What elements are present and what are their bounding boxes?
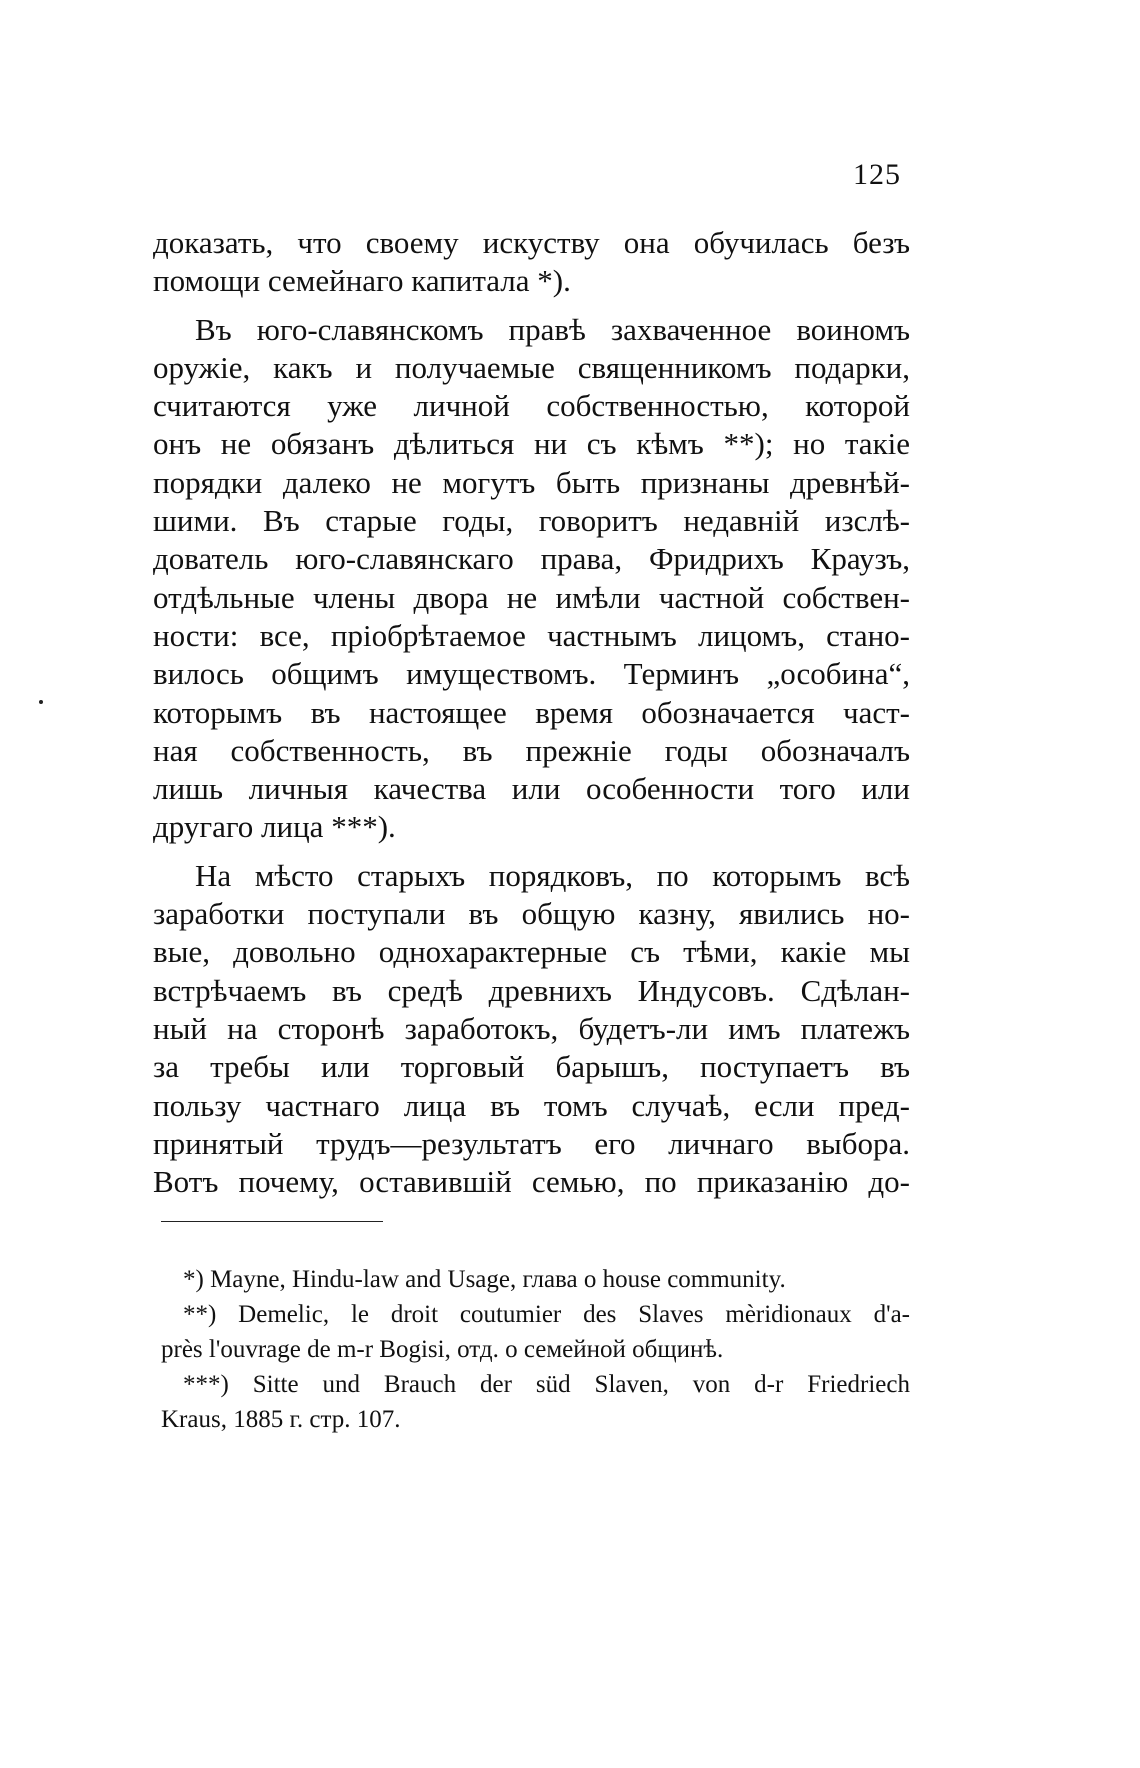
text-line: встрѣчаемъ въ средѣ древнихъ Индусовъ. Сдѣлан- — [153, 972, 910, 1008]
text-line: считаются уже личной собственностью, которой — [153, 388, 910, 424]
footnote-line: *) Mayne, Hindu-law and Usage, глава о house community. — [183, 1266, 786, 1293]
footnote-line: Kraus, 1885 г. стр. 107. — [161, 1406, 401, 1433]
text-line: ный на сторонѣ заработокъ, будетъ-ли имъ платежъ — [153, 1010, 910, 1046]
footnote-line: près l'ouvrage de m-r Bogisi, отд. о семейной общинѣ. — [161, 1336, 724, 1363]
text-line: ности: все, пріобрѣтаемое частнымъ лицомъ, стано- — [153, 617, 910, 653]
text-line: отдѣльные члены двора не имѣли частной собствен- — [153, 579, 910, 615]
main-text — [153, 224, 910, 1201]
text-line: порядки далеко не могутъ быть признаны древнѣй- — [153, 464, 910, 500]
text-line: онъ не обязанъ дѣлиться ни съ кѣмъ **); но такіе — [153, 426, 910, 462]
text-line: заработки поступали въ общую казну, явились но- — [153, 896, 910, 932]
text-line: дователь юго-славянскаго права, Фридрихъ Краузъ, — [153, 541, 910, 577]
footnotes — [161, 1262, 910, 1437]
text-line: доказать, что своему искуству она обучилась безъ — [153, 225, 910, 260]
text-line: Вотъ почему, оставившій семью, по приказанію до- — [153, 1164, 910, 1200]
footnote-divider — [161, 1221, 383, 1222]
page-number: 125 — [853, 158, 901, 191]
text-line: вые, довольно однохарактерные съ тѣми, какіе мы — [153, 934, 910, 970]
footnote-line: **) Demelic, le droit coutumier des Slaves mèridionaux d'a- — [183, 1301, 910, 1328]
text-line: шими. Въ старые годы, говоритъ недавній изслѣ- — [153, 503, 910, 539]
footnote-line: ***) Sitte und Brauch der süd Slaven, von d-r Friedriech — [183, 1371, 910, 1398]
text-line: другаго лица ***). — [153, 809, 396, 845]
text-line: лишь личныя качества или особенности того или — [153, 771, 910, 807]
text-line: пользу частнаго лица въ томъ случаѣ, если пред- — [153, 1087, 910, 1123]
text-line: На мѣсто старыхъ порядковъ, по которымъ всѣ — [195, 857, 910, 893]
text-line: за требы или торговый барышъ, поступаетъ въ — [153, 1049, 910, 1085]
text-line: оружіе, какъ и получаемые священникомъ подарки, — [153, 349, 910, 385]
margin-speck — [39, 700, 43, 704]
text-line: которымъ въ настоящее время обозначается част- — [153, 694, 910, 730]
text-line: ная собственность, въ прежніе годы обозначалъ — [153, 732, 910, 768]
text-line: помощи семейнаго капитала *). — [153, 263, 571, 299]
text-line: принятый трудъ—результатъ его личнаго выбора. — [153, 1125, 910, 1161]
text-line: вилось общимъ имуществомъ. Терминъ „особина“, — [153, 656, 910, 692]
text-line: Въ юго-славянскомъ правѣ захваченное воиномъ — [195, 311, 910, 347]
